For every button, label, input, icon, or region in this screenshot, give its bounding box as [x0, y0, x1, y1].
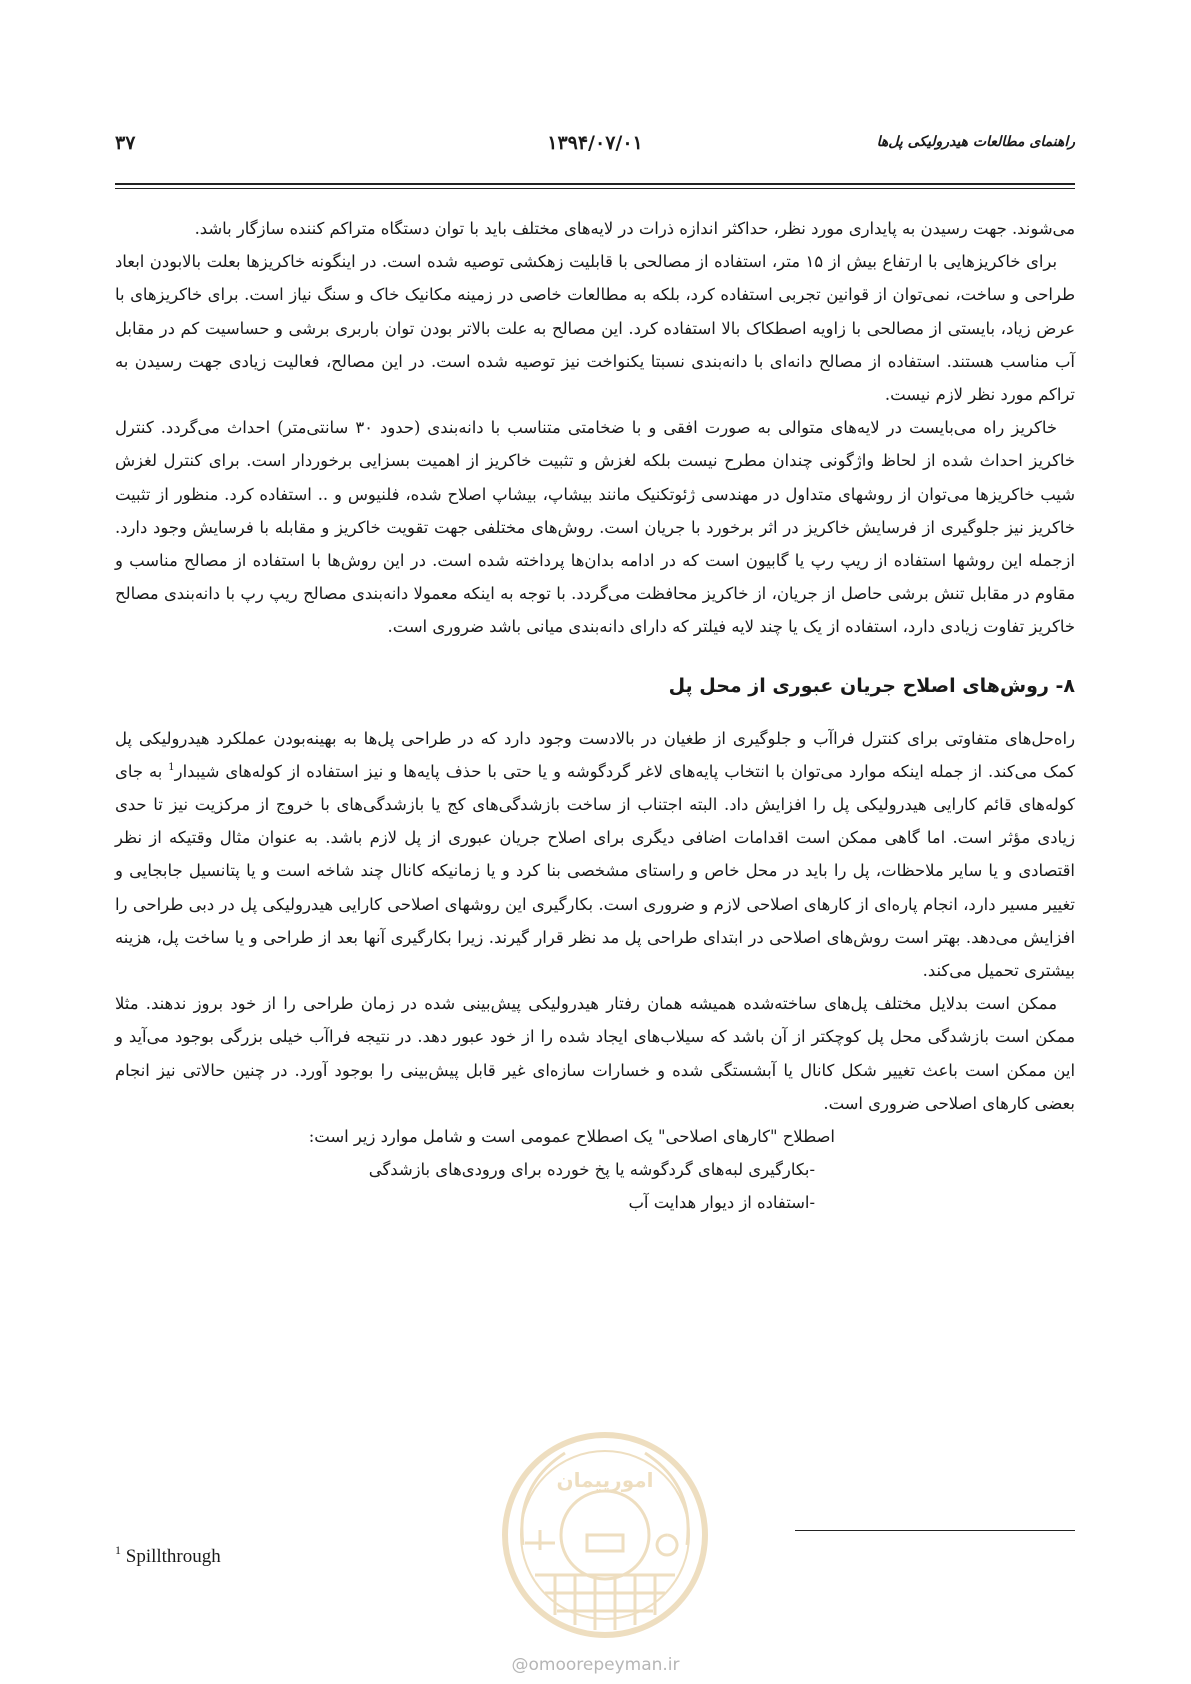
paragraph-4-end: به جای کوله‌های قائم کارایی هیدرولیکی پل را افزایش داد. البته اجتناب از ساخت بازشدگی‌های کج یا بازشدگی‌های با خروج از مرکزیت نیز تا حدی زیادی مؤثر است. اما گاهی ممکن است اقدامات اضافی دیگری برای اصلاح جریان عبوری از پل لازم باشد. به عنوان مثال وقتیکه از نظر اقتصادی و یا سایر ملاحظات، پل را باید در محل خاص و راستای مشخصی بنا کرد و یا زمانیکه کانال چند شاخه است و یا پتانسیل جابجایی و تغییر مسیر دارد، انجام پاره‌ای از کارهای اصلاحی لازم و ضروری است. بکارگیری این روشهای اصلاحی کارایی هیدرولیکی پل در دبی طراحی را افزایش می‌دهد. بهتر است روش‌های اصلاحی در ابتدای طراحی پل مد نظر قرار گیرند. زیرا بکارگیری آنها بعد از طراحی و یا ساخت پل، هزینه بیشتری تحمیل می‌کند. [115, 761, 1075, 981]
header-date: ۱۳۹۴/۰۷/۰۱ [547, 132, 643, 154]
list-item: -استفاده از دیوار هدایت آب [628, 1193, 815, 1213]
page-number: ۳۷ [115, 132, 136, 154]
remedial-list [115, 1153, 1075, 1219]
watermark-seal-icon [495, 1425, 715, 1665]
paragraph-5: ممکن است بدلایل مختلف پل‌های ساخته‌شده همیشه همان رفتار هیدرولیکی پیش‌بینی شده در زمان طراحی را از خود بروز ندهند. مثلا ممکن است بازشدگی محل پل کوچکتر از آن باشد که سیلاب‌های ایجاد شده را از خود عبور دهد. در نتیجه فراآب خیلی بزرگی بوجود می‌آید و این ممکن است باعث تغییر شکل کانال یا آبشستگی شده و خسارات سازه‌ای غیر قابل پیش‌بینی را بوجود آورد. در چنین حالاتی نیز انجام بعضی کارهای اصلاحی ضروری است. [115, 994, 1075, 1113]
page-header [115, 128, 1075, 168]
header-rule [115, 183, 1075, 185]
footnote-rule [795, 1530, 1075, 1531]
paragraph-3: خاکریز راه می‌بایست در لایه‌های متوالی به صورت افقی و با ضخامتی متناسب با دانه‌بندی (حدود ۳۰ سانتی‌متر) احداث می‌گردد. کنترل خاکریز احداث شده از لحاظ واژگونی چندان مطرح نیست بلکه لغزش و تثبیت خاکریز از اهمیت بسزایی برخوردار است. برای کنترل لغزش شیب خاکریزها می‌توان از روشهای متداول در مهندسی ژئوتکنیک مانند بیشاپ، بیشاپ اصلاح شده، فلنیوس و .. استفاده کرد. منظور از تثبیت خاکریز نیز جلوگیری از فرسایش خاکریز در اثر برخورد با جریان است. روش‌های مختلفی جهت تقویت خاکریز و مقابله با فرسایش وجود دارد. ازجمله این روشها استفاده از ریپ رپ یا گابیون است که در ادامه بدان‌ها پرداخته شده است. در این روش‌ها با استفاده از مصالح مناسب و مقاوم در مقابل تنش برشی حاصل از جریان، از خاکریز محافظت می‌گردد. با توجه به اینکه معمولا دانه‌بندی مصالح ریپ رپ با دانه‌بندی مصالح خاکریز تفاوت زیادی دارد، استفاده از یک یا چند لایه فیلتر که دارای دانه‌بندی میانی باشد ضروری است. [115, 418, 1075, 637]
running-title: راهنمای مطالعات هیدرولیکی پل‌ها [876, 134, 1075, 150]
header-rule-thin [115, 188, 1075, 189]
paragraph-4 [115, 722, 1075, 988]
section-heading: ۸- روش‌های اصلاح جریان عبوری از محل پل [668, 674, 1075, 697]
watermark-logo-text: امورپیمان [556, 1468, 654, 1492]
paragraph-1: می‌شوند. جهت رسیدن به پایداری مورد نظر، حداکثر اندازه ذرات در لایه‌های مختلف باید با توان دستگاه متراکم کننده سازگار باشد. [194, 219, 1075, 238]
watermark-site: @omoorepeyman.ir [511, 1655, 680, 1675]
paragraph-4-start: راه‌حل‌های متفاوتی برای کنترل فراآب و جلوگیری از طغیان در بالادست وجود دارد که در طراحی پل‌ها به بهینه‌بودن عملکرد هیدرولیکی پل کمک می‌کند. از جمله اینکه موارد می‌توان با انتخاب پایه‌های لاغر گردگوشه و یا حتی با حذف پایه‌ها و نیز استفاده از کوله‌های شیبدار [115, 728, 1075, 781]
footnote-reference[interactable]: 1 [168, 761, 175, 773]
footnote-text: Spillthrough [125, 1546, 221, 1567]
body-text [115, 212, 1075, 1220]
footnote-number: 1 [115, 1543, 121, 1557]
list-intro: اصطلاح "کارهای اصلاحی" یک اصطلاح عمومی است و شامل موارد زیر است: [308, 1127, 835, 1147]
footnote [115, 1543, 221, 1568]
paragraph-2: برای خاکریزهایی با ارتفاع بیش از ۱۵ متر، استفاده از مصالحی با قابلیت زهکشی توصیه شده است. در اینگونه خاکریزها بعلت بالابودن ابعاد طراحی و ساخت، نمی‌توان از قوانین تجربی استفاده کرد، بلکه به مطالعات خاصی در زمینه مکانیک خاک و سنگ نیاز است. برای خاکریزهای با عرض زیاد، بایستی از مصالحی با زاویه اصطکاک بالا استفاده کرد. این مصالح به علت بالاتر بودن توان باربری برشی و حساسیت کم در مقابل آب مناسب هستند. استفاده از مصالح دانه‌ای با دانه‌بندی نسبتا یکنواخت نیز توصیه شده است. در این مصالح، فعالیت زیادی جهت رسیدن به تراکم مورد نظر لازم نیست. [115, 252, 1075, 405]
list-item: -بکارگیری لبه‌های گردگوشه یا پخ خورده برای ورودی‌های بازشدگی [368, 1160, 815, 1180]
